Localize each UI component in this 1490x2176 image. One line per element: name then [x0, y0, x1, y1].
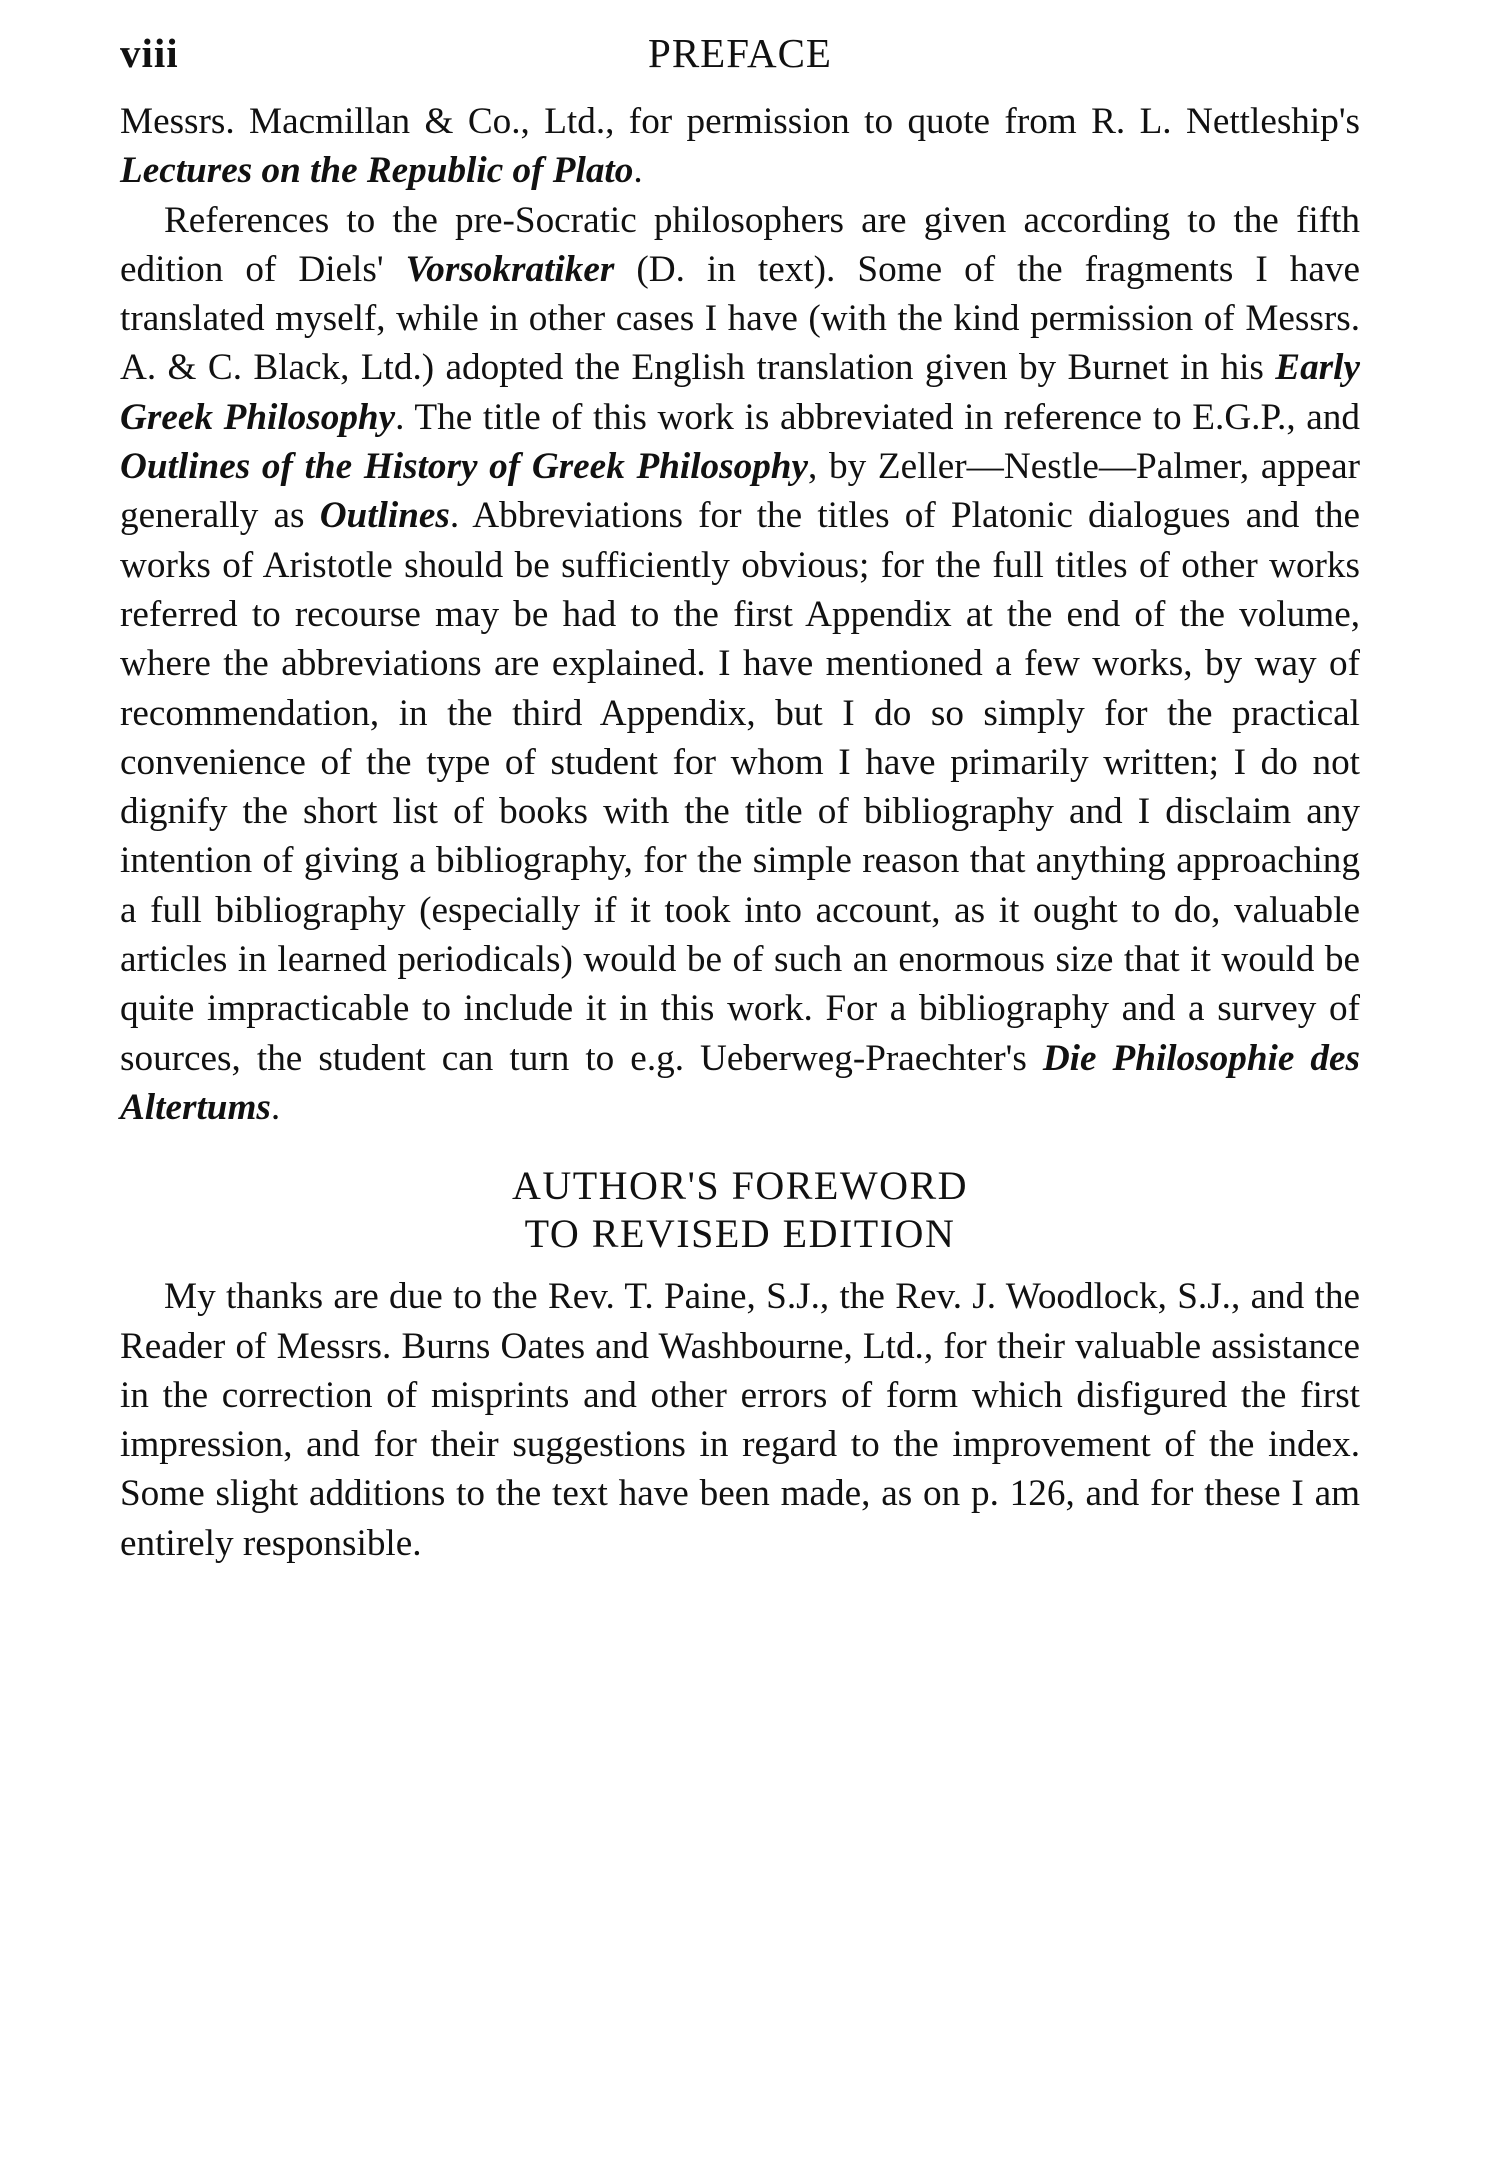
italic-title-die-philosophie: Die Philosophie des Altertums [120, 1037, 1360, 1128]
preface-paragraph-references [120, 196, 1360, 1133]
preface-paragraph-continued [120, 97, 1360, 196]
foreword-paragraph: My thanks are due to the Rev. T. Paine, S.J., the Rev. J. Woodlock, S.J., and the Reader of Messrs. Burns Oates and Washbourne, Ltd., for their valuable assistance in the correction of misprints and other errors of form which disfigured the first impression, and for their suggestions in regard to the improvement of the index. Some slight additions to the text have been made, as on p. 126, and for these I am entirely responsible. [120, 1276, 1360, 1564]
running-head [120, 28, 1360, 78]
heading-line-2: TO REVISED EDITION [524, 1211, 956, 1257]
text-run: , by Zeller—Nestle—Palmer, appear generally as [120, 446, 1360, 537]
text-run: . The title of this work is abbreviated in reference to E.G.P., and [395, 396, 1360, 438]
section-heading [120, 1162, 1360, 1258]
text-run: . [270, 1086, 281, 1128]
running-title: PREFACE [648, 30, 832, 76]
text-run: (D. in text). Some of the fragments I have translated myself, while in other cases I have (with the kind permission of Messrs. A. & C. Black, Ltd.) adopted the English translation given by Burnet in his [120, 248, 1360, 389]
heading-line-1: AUTHOR'S FOREWORD [511, 1163, 969, 1209]
italic-title-outlines: Outlines [319, 495, 450, 537]
text-run: . [633, 150, 643, 192]
italic-title-nettleship: Lectures on the Republic of Plato [120, 150, 634, 192]
italic-title-outlines-history: Outlines of the History of Greek Philosophy [120, 446, 808, 488]
text-run: Messrs. Macmillan & Co., Ltd., for permission to quote from R. L. Nettleship's [120, 101, 1360, 142]
text-run: . Abbreviations for the titles of Platonic dialogues and the works of Aristotle should be sufficiently obvious; for the full titles of other works referred to recourse may be had to the first Appendix at the end of the volume, where the abbreviations are explained. I have mentioned a few works, by way of recommendation, in the third Appendix, but I do so simply for the practical convenience of the type of student for whom I have primarily written; I do not dignify the short list of books with the title of bibliography and I disclaim any intention of giving a bibliography, for the simple reason that anything approaching a full bibliography (especially if it took into account, as it ought to do, valuable articles in learned periodicals) would be of such an enormous size that it would be quite impracticable to include it in this work. For a bibliography and a survey of sources, the student can turn to e.g. Ueberweg-Praechter's [120, 495, 1361, 1079]
page-number: viii [120, 30, 179, 76]
italic-title-vorsokratiker: Vorsokratiker [405, 248, 615, 290]
text-run: References to the pre-Socratic philosophers are given according to the fifth edition of Diels' [120, 199, 1360, 290]
italic-title-early-greek-philosophy: Early Greek Philosophy [120, 347, 1360, 438]
body-text [120, 97, 1360, 1568]
